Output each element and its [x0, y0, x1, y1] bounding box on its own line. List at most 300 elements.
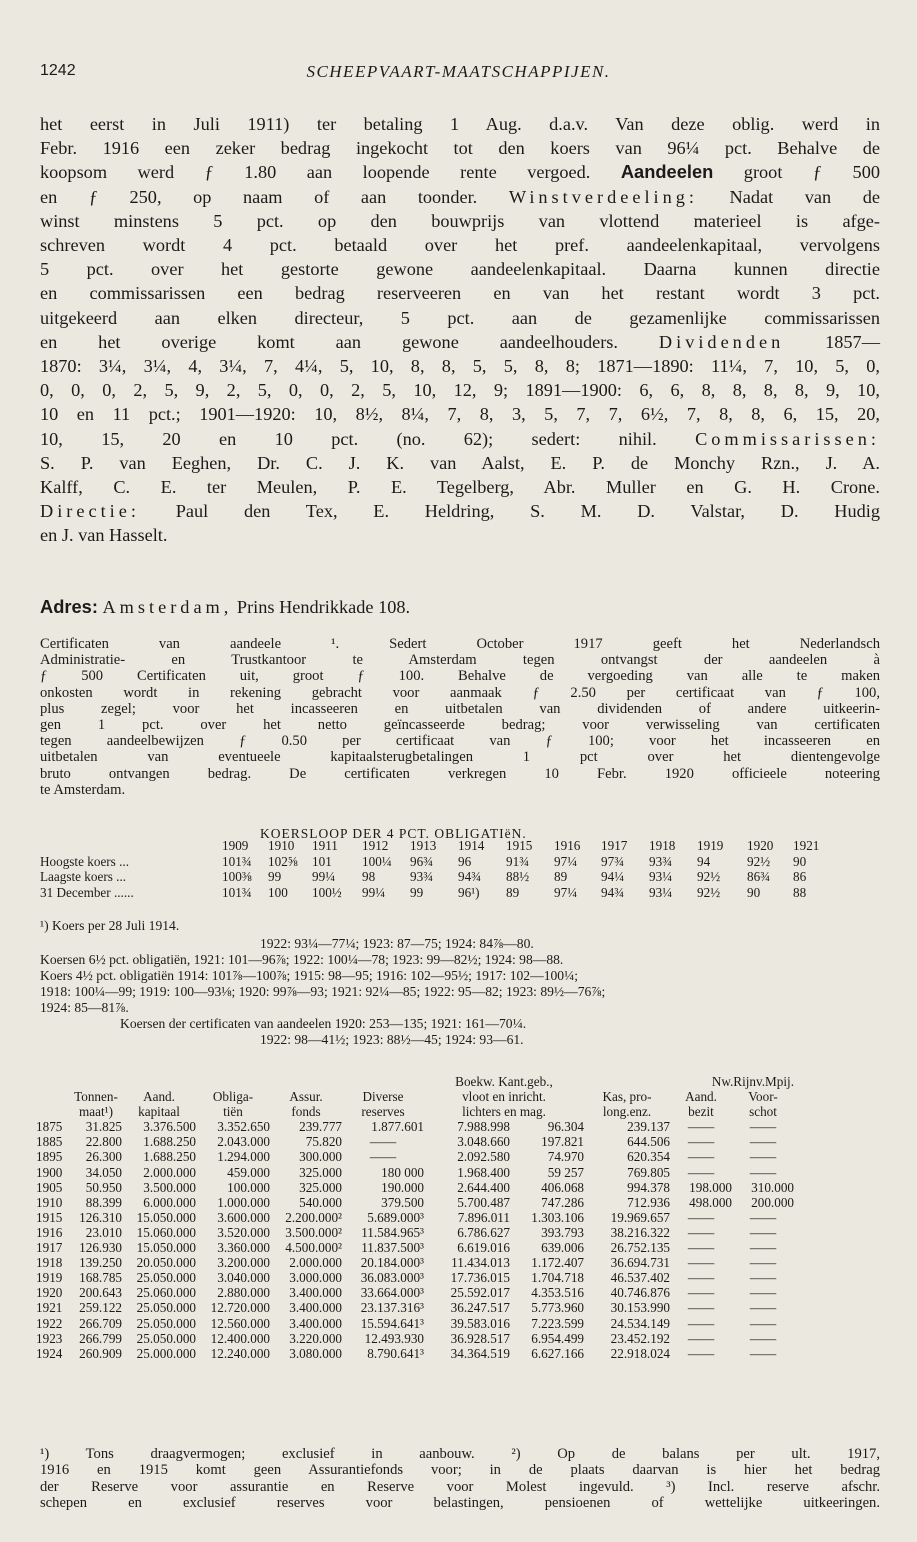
year-header: 1918 — [649, 838, 676, 853]
table-cell: 93¾ — [649, 853, 673, 869]
table-cell: —— — [687, 1134, 715, 1150]
table-cell: —— — [369, 1134, 397, 1150]
table-cell: 36.247.517 — [450, 1300, 510, 1316]
year-header: 1917 — [601, 838, 628, 853]
table-row — [36, 1225, 794, 1240]
table-cell: 92½ — [697, 869, 721, 884]
text-line: onkosten wordt in rekening gebracht voor aanmaak ƒ 2.50 per certificaat van ƒ 100, — [40, 684, 880, 701]
column-header: vloot en inricht. — [462, 1089, 546, 1105]
header-row — [36, 1089, 794, 1104]
year-header: 1911 — [312, 838, 338, 853]
row-year: 1885 — [36, 1134, 63, 1150]
table-cell: 101¾ — [222, 884, 252, 900]
table-cell: 3.220.000 — [289, 1330, 342, 1346]
table-cell: 12.493.930 — [364, 1330, 424, 1346]
year-header: 1913 — [410, 838, 437, 853]
table-cell: 379.500 — [381, 1194, 424, 1210]
text-line: 10, 15, 20 en 10 pct. (no. 62); sedert: nihil. Commissarissen: — [40, 428, 880, 449]
table-row — [36, 1346, 794, 1361]
table-cell: —— — [749, 1134, 777, 1150]
column-header: lichters en mag. — [462, 1104, 546, 1120]
table-cell: 97¼ — [554, 884, 578, 900]
column-header: Aand. — [685, 1089, 717, 1105]
table-cell: 89 — [506, 884, 520, 900]
table-cell: 190.000 — [381, 1179, 424, 1195]
table-cell: 34.050 — [85, 1164, 122, 1180]
table-cell: 89 — [554, 869, 568, 884]
table-cell: 3.048.660 — [457, 1134, 510, 1150]
text-line: bruto ontvangen bedrag. De certificaten verkregen 10 Febr. 1920 officieele notеering — [40, 765, 880, 782]
table-cell: 22.800 — [85, 1134, 122, 1150]
table-cell: 93¾ — [410, 869, 434, 884]
row-year: 1918 — [36, 1255, 63, 1271]
table-cell: 96¾ — [410, 853, 434, 869]
table-cell: 1.688.250 — [143, 1134, 196, 1150]
table-cell: —— — [687, 1315, 715, 1331]
table-cell: 11.434.013 — [451, 1255, 510, 1271]
text-line: 10 en 11 pct.; 1901—1920: 10, 8½, 8¼, 7, 8, 3, 5, 7, 7, 6½, 7, 8, 8, 6, 15, 20, — [40, 404, 880, 425]
table-cell: 712.936 — [627, 1194, 670, 1210]
column-header: reserves — [361, 1104, 405, 1120]
koers-line: 1922: 98—41½; 1923: 88½—45; 1924: 93—61. — [260, 1032, 524, 1047]
table-cell: 12.720.000 — [210, 1300, 270, 1316]
table-cell: 3.400.000 — [289, 1315, 342, 1331]
table-cell: 126.310 — [79, 1209, 122, 1225]
table-cell: 25.000.000 — [136, 1345, 196, 1361]
table-cell: 92½ — [747, 853, 771, 869]
table-cell: 94 — [697, 853, 711, 869]
table-cell: 38.216.322 — [610, 1224, 670, 1240]
table-cell: 3.500.000² — [285, 1224, 342, 1240]
table-cell: 197.821 — [541, 1134, 584, 1150]
row-year: 1895 — [36, 1149, 63, 1165]
text-line: te Amsterdam. — [40, 781, 126, 798]
table-cell: 75.820 — [305, 1134, 342, 1150]
text-line: en commissarissen een bedrag reserveeren en van het restant wordt 3 pct. — [40, 283, 880, 304]
header-spacer — [36, 1089, 70, 1104]
table-cell: 36.928.517 — [450, 1330, 510, 1346]
table-cell: 88.399 — [85, 1194, 122, 1210]
table-cell: 4.500.000² — [285, 1240, 342, 1256]
footnote-line: schepen en exclusief reserves voor belastingen, pensioenen of wettelijke uitkeeringen. — [40, 1494, 880, 1511]
table-cell: 7.896.011 — [457, 1209, 510, 1225]
table-cell: 20.184.000³ — [360, 1255, 424, 1271]
table-cell: —— — [749, 1315, 777, 1331]
table-cell: —— — [687, 1345, 715, 1361]
column-header: bezit — [688, 1104, 714, 1120]
table-cell: 3.376.500 — [143, 1119, 196, 1135]
table-cell: —— — [687, 1270, 715, 1286]
koers-line: 1922: 93¼—77¼; 1923: 87—75; 1924: 84⅞—80. — [260, 936, 534, 951]
koers-line: 1924: 85—81⅞. — [40, 1000, 129, 1015]
table-cell: 100¼ — [362, 853, 392, 869]
table-cell: —— — [749, 1270, 777, 1286]
table-cell: 94¾ — [601, 884, 625, 900]
table-cell: 266.709 — [79, 1315, 122, 1331]
table-cell: 260.909 — [79, 1345, 122, 1361]
table-cell: 100⅜ — [222, 869, 252, 884]
table-cell: 3.500.000 — [143, 1179, 196, 1195]
table-cell: 99 — [268, 869, 282, 884]
table-row — [36, 1300, 794, 1315]
row-year: 1875 — [36, 1119, 63, 1135]
table-cell: 96¹) — [458, 884, 480, 900]
header-row — [36, 1104, 794, 1119]
table-cell: 96 — [458, 853, 472, 869]
adres-label: Adres: — [40, 596, 98, 617]
footnote-line: der Reserve voor assurantie en Reserve voor Molest ingevuld. ³) Incl. reserve afschr. — [40, 1478, 880, 1495]
koers-line: 1918: 100¼—99; 1919: 100—93⅛; 1920: 99⅞—93; 1921: 92¼—85; 1922: 95—82; 1923: 89½—76⅞; — [40, 984, 606, 999]
text-line: koopsom werd ƒ 1.80 aan loopende rente vergoed. Aandeelen groot ƒ 500 — [40, 161, 880, 183]
table-cell: 3.040.000 — [217, 1270, 270, 1286]
column-header: Voor- — [748, 1089, 778, 1105]
table-cell: 88 — [793, 884, 807, 900]
table-cell: —— — [687, 1209, 715, 1225]
table-cell: —— — [687, 1285, 715, 1301]
row-year: 1924 — [36, 1345, 63, 1361]
table-cell: 86¾ — [747, 869, 771, 884]
table-cell: 12.560.000 — [210, 1315, 270, 1331]
row-year: 1922 — [36, 1315, 63, 1331]
table-cell: 639.006 — [541, 1240, 584, 1256]
table-cell: 17.736.015 — [450, 1270, 510, 1286]
table-cell: 88½ — [506, 869, 530, 884]
table-cell: 200.000 — [751, 1194, 794, 1210]
column-header: Boekw. Kant.geb., — [455, 1074, 553, 1089]
year-header: 1919 — [697, 838, 724, 853]
table-cell: 325.000 — [299, 1164, 342, 1180]
table-cell: —— — [687, 1224, 715, 1240]
table-cell: 97¾ — [601, 853, 625, 869]
row-year: 1917 — [36, 1240, 63, 1256]
text-line: winst minstens 5 pct. op den bouwprijs van vlottend materieel is afge- — [40, 210, 880, 231]
table-row — [36, 1195, 794, 1210]
row-year: 1921 — [36, 1300, 63, 1316]
header-spacer — [584, 1074, 670, 1089]
text-line: Febr. 1916 een zeker bedrag ingekocht tot den koers van 96¼ pct. Behalve de — [40, 138, 880, 159]
table-cell: 12.400.000 — [210, 1330, 270, 1346]
text-line: Administratie- en Trustkantoor te Amsterdam tegen ontvangst der aandeelen à — [40, 652, 880, 669]
table-cell: 46.537.402 — [610, 1270, 670, 1286]
year-header: 1915 — [506, 838, 533, 853]
table-cell: 91¾ — [506, 853, 530, 869]
row-year: 1923 — [36, 1330, 63, 1346]
table-cell: 50.950 — [85, 1179, 122, 1195]
address-line — [40, 596, 410, 618]
adres-city: Amsterdam, — [102, 597, 233, 617]
table-cell: 25.050.000 — [136, 1315, 196, 1331]
table-cell: 34.364.519 — [450, 1345, 510, 1361]
table-cell: 99¼ — [312, 869, 336, 884]
table-cell: 99¼ — [362, 884, 386, 900]
table-cell: 769.805 — [627, 1164, 670, 1180]
table-cell: 36.694.731 — [610, 1255, 670, 1271]
table-row — [36, 1134, 794, 1149]
table-row — [36, 1180, 794, 1195]
table-row — [40, 869, 839, 885]
table-row — [36, 1149, 794, 1164]
table-cell: —— — [749, 1209, 777, 1225]
row-year: 1919 — [36, 1270, 63, 1286]
table-cell: 1.303.106 — [531, 1209, 584, 1225]
table-cell: 15.594.641³ — [360, 1315, 424, 1331]
column-header: schot — [749, 1104, 777, 1120]
table-cell: 7.223.599 — [531, 1315, 584, 1331]
table-cell: 459.000 — [227, 1164, 270, 1180]
table-cell: —— — [687, 1119, 715, 1135]
table-cell: 180 000 — [381, 1164, 424, 1180]
text-line: en het overige komt aan gewone aandeelhouders. Dividenden 1857— — [40, 331, 880, 352]
text-line: 0, 0, 0, 2, 5, 9, 2, 5, 0, 0, 2, 5, 10, 12, 9; 1891—1900: 6, 6, 8, 8, 8, 8, 9, 10, — [40, 380, 880, 401]
table-row — [36, 1331, 794, 1346]
column-header: kapitaal — [138, 1104, 180, 1120]
table-cell: 300.000 — [299, 1149, 342, 1165]
table-row — [36, 1240, 794, 1255]
table-cell: 90 — [793, 853, 807, 869]
table-cell: 59 257 — [547, 1164, 584, 1180]
table-cell: 7.988.998 — [457, 1119, 510, 1135]
text-line: schreven wordt 4 pct. betaald over het pref. aandeelenkapitaal, vervolgens — [40, 235, 880, 256]
table-cell: —— — [687, 1164, 715, 1180]
table-cell: 26.752.135 — [610, 1240, 670, 1256]
column-header: fonds — [291, 1104, 321, 1120]
table-cell: —— — [749, 1285, 777, 1301]
company-description — [40, 112, 880, 548]
table-cell: 26.300 — [85, 1149, 122, 1165]
table-cell: 40.746.876 — [610, 1285, 670, 1301]
text-line: S. P. van Eeghen, Dr. C. J. K. van Aalst, E. P. de Monchy Rzn., J. A. — [40, 452, 880, 473]
koersloop-heading: KOERSLOOP DER 4 PCT. OBLIGATIëN. — [260, 826, 527, 841]
table-cell: 126.930 — [79, 1240, 122, 1256]
table-cell: 11.837.500³ — [361, 1240, 424, 1256]
table-row — [40, 854, 839, 870]
table-cell: —— — [749, 1330, 777, 1346]
table-cell: 747.286 — [541, 1194, 584, 1210]
text-line: gen 1 pct. over het netto geïncasseerde bedrag; voor verwisseling van certificaten — [40, 717, 880, 734]
text-line: het eerst in Juli 1911) ter betaling 1 Aug. d.a.v. Van deze oblig. werd in — [40, 114, 880, 134]
table-cell: 498.000 — [689, 1194, 732, 1210]
table-cell: 25.592.017 — [450, 1285, 510, 1301]
text-line: ƒ 500 Certificaten uit, groot ƒ 100. Behalve de vergoeding van alle te maken — [40, 668, 880, 685]
table-cell: 2.092.580 — [457, 1149, 510, 1165]
text-line: Certificaten van aandeele ¹. Sedert October 1917 geeft het Nederlandsch — [40, 636, 880, 652]
table-footnotes — [40, 1446, 880, 1511]
table-cell: 98 — [362, 869, 376, 884]
text-line: Kalff, C. E. ter Meulen, P. E. Tegelberg, Abr. Muller en G. H. Crone. — [40, 477, 880, 498]
table-cell: 310.000 — [751, 1179, 794, 1195]
table-cell: 393.793 — [541, 1224, 584, 1240]
table-cell: —— — [687, 1240, 715, 1256]
page-header — [40, 62, 877, 88]
page-number: 1242 — [40, 62, 76, 79]
table-cell: 99 — [410, 884, 424, 900]
row-year: 1920 — [36, 1285, 63, 1301]
table-cell: 33.664.000³ — [360, 1285, 424, 1301]
footnote-line: ¹) Tons draagvermogen; exclusief in aanbouw. ²) Op de balans per ult. 1917, — [40, 1446, 880, 1462]
table-cell: —— — [749, 1240, 777, 1256]
column-header: Diverse — [362, 1089, 404, 1105]
table-cell: 3.520.000 — [217, 1224, 270, 1240]
table-cell: 23.010 — [85, 1224, 122, 1240]
table-row — [36, 1210, 794, 1225]
table-row — [40, 885, 839, 901]
koers-line: Koersen 6½ pct. obligatiën, 1921: 101—96⅞; 1922: 100¼—78; 1923: 99—82½; 1924: 98—88. — [40, 952, 564, 967]
column-header: Tonnen- — [74, 1089, 118, 1105]
certificaten-paragraph — [40, 636, 880, 798]
table-cell: 3.080.000 — [289, 1345, 342, 1361]
year-header: 1920 — [747, 838, 774, 853]
table-cell: 23.452.192 — [610, 1330, 670, 1346]
table-cell: —— — [687, 1255, 715, 1271]
financial-table — [36, 1074, 794, 1361]
column-header: Nw.Rijnv.Mpij. — [711, 1074, 794, 1089]
koersloop-table — [40, 838, 839, 900]
table-cell: 200.643 — [79, 1285, 122, 1301]
table-cell: 1.000.000 — [217, 1194, 270, 1210]
table-cell: 3.352.650 — [217, 1119, 270, 1135]
table-cell: —— — [749, 1300, 777, 1316]
text-line: uitgekeerd aan elken directeur, 5 pct. aan de gezamenlijke commissarissen — [40, 307, 880, 328]
table-cell: 1.172.407 — [531, 1255, 584, 1271]
column-header: Kas, pro- — [602, 1089, 652, 1105]
table-cell: 6.619.016 — [457, 1240, 510, 1256]
table-cell: 100.000 — [227, 1179, 270, 1195]
year-header: 1916 — [554, 838, 581, 853]
table-cell: 5.700.487 — [457, 1194, 510, 1210]
row-label: Laagste koers ... — [40, 869, 127, 884]
table-cell: 239.777 — [299, 1119, 342, 1135]
table-cell: 15.060.000 — [136, 1224, 196, 1240]
adres-street: Prins Hendrikkade 108. — [232, 597, 411, 617]
row-label: Hoogste koers ... — [40, 853, 130, 869]
table-cell: 1.877.601 — [371, 1119, 424, 1135]
table-cell: 19.969.657 — [610, 1209, 670, 1225]
table-cell: 6.954.499 — [531, 1330, 584, 1346]
table-row — [36, 1285, 794, 1300]
table-cell: 239.137 — [627, 1119, 670, 1135]
table-cell: 22.918.024 — [610, 1345, 670, 1361]
table-cell: 25.050.000 — [136, 1270, 196, 1286]
text-line: plus zegel; voor het incasseeren en uitbetalen van dividenden of andere uitkeerin- — [40, 700, 880, 717]
table-row — [36, 1255, 794, 1270]
table-cell: 74.970 — [547, 1149, 584, 1165]
table-cell: 3.200.000 — [217, 1255, 270, 1271]
table-cell: 644.506 — [627, 1134, 670, 1150]
table-cell: 36.083.000³ — [360, 1270, 424, 1286]
year-header: 1912 — [362, 838, 389, 853]
row-year: 1910 — [36, 1194, 63, 1210]
row-year: 1905 — [36, 1179, 63, 1195]
table-cell: 25.050.000 — [136, 1300, 196, 1316]
table-cell: 100½ — [312, 884, 342, 900]
column-header: Obliga- — [212, 1089, 254, 1105]
table-cell: 620.354 — [627, 1149, 670, 1165]
year-header: 1909 — [222, 838, 249, 853]
header-spacer — [36, 1104, 70, 1119]
table-cell: 92½ — [697, 884, 721, 900]
table-cell: 101¾ — [222, 853, 252, 869]
table-cell: 102⅝ — [268, 853, 298, 869]
column-header: long.enz. — [602, 1104, 652, 1120]
table-cell: 100 — [268, 884, 288, 900]
table-cell: 90 — [747, 884, 761, 900]
dividenden-heading: Dividenden — [658, 331, 785, 352]
table-cell: 2.000.000 — [143, 1164, 196, 1180]
table-cell: 24.534.149 — [610, 1315, 670, 1331]
table-cell: 2.880.000 — [217, 1285, 270, 1301]
table-cell: 11.584.965³ — [361, 1224, 424, 1240]
table-cell: —— — [749, 1255, 777, 1271]
table-cell: 101 — [312, 853, 332, 869]
text-line: Directie: Paul den Tex, E. Heldring, S. M. D. Valstar, D. Hudig — [40, 501, 880, 522]
table-row — [36, 1165, 794, 1180]
table-cell: 94¼ — [601, 869, 625, 884]
table-cell: —— — [687, 1300, 715, 1316]
text-line: en J. van Hasselt. — [40, 525, 168, 546]
table-cell: 23.137.316³ — [360, 1300, 424, 1316]
table-cell: 139.250 — [79, 1255, 122, 1271]
table-cell: 1.294.000 — [217, 1149, 270, 1165]
header-spacer — [40, 838, 222, 854]
column-header: maat¹) — [79, 1104, 113, 1120]
year-header: 1914 — [458, 838, 485, 853]
table-cell: 325.000 — [299, 1179, 342, 1195]
table-cell: 6.627.166 — [531, 1345, 584, 1361]
table-cell: 3.360.000 — [217, 1240, 270, 1256]
table-cell: 3.400.000 — [289, 1300, 342, 1316]
koers-line: Koers 4½ pct. obligatiën 1914: 101⅞—100⅞; 1915: 98—95; 1916: 102—95½; 1917: 102—100¼; — [40, 968, 579, 983]
table-row — [36, 1316, 794, 1331]
row-label: 31 December ...... — [40, 884, 134, 900]
koers-line: Koersen der certificaten van aandeelen 1920: 253—135; 1921: 161—70¼. — [120, 1016, 527, 1031]
table-cell: 994.378 — [627, 1179, 670, 1195]
table-cell: 93¼ — [649, 869, 673, 884]
table-cell: 94¾ — [458, 869, 482, 884]
table-cell: —— — [749, 1345, 777, 1361]
text-line: 5 pct. over het gestorte gewone aandeelenkapitaal. Daarna kunnen directie — [40, 259, 880, 280]
table-cell: 198.000 — [689, 1179, 732, 1195]
table-cell: 15.050.000 — [136, 1209, 196, 1225]
table-cell: 25.060.000 — [136, 1285, 196, 1301]
table-cell: 4.353.516 — [531, 1285, 584, 1301]
row-year: 1916 — [36, 1224, 63, 1240]
row-year: 1915 — [36, 1209, 63, 1225]
table-cell: 97¼ — [554, 853, 578, 869]
commissarissen-heading: Commissarissen: — [695, 428, 880, 449]
table-cell: 6.000.000 — [143, 1194, 196, 1210]
table-cell: —— — [687, 1330, 715, 1346]
table-cell: 259.122 — [79, 1300, 122, 1316]
table-row — [36, 1119, 794, 1134]
table-cell: 540.000 — [299, 1194, 342, 1210]
table-cell: 12.240.000 — [210, 1345, 270, 1361]
running-title: SCHEEPVAART-MAATSCHAPPIJEN. — [306, 62, 611, 81]
table-cell: 2.644.400 — [457, 1179, 510, 1195]
header-spacer — [36, 1074, 424, 1089]
table-cell: 3.600.000 — [217, 1209, 270, 1225]
koers-header-row — [40, 838, 839, 854]
text-line: tegen aandeelbewijzen ƒ 0.50 per certificaat van ƒ 100; voor het incasseeren en — [40, 733, 880, 750]
table-cell: 6.786.627 — [457, 1224, 510, 1240]
table-cell: 3.400.000 — [289, 1285, 342, 1301]
column-header: Aand. — [143, 1089, 175, 1105]
row-year: 1900 — [36, 1164, 63, 1180]
year-header: 1921 — [793, 838, 820, 853]
table-cell: 8.790.641³ — [367, 1345, 424, 1361]
table-cell: 2.043.000 — [217, 1134, 270, 1150]
text-line: en ƒ 250, op naam of aan toonder. Winstverdeeling: Nadat van de — [40, 186, 880, 207]
aandeelen-heading: Aandeelen — [620, 161, 714, 183]
